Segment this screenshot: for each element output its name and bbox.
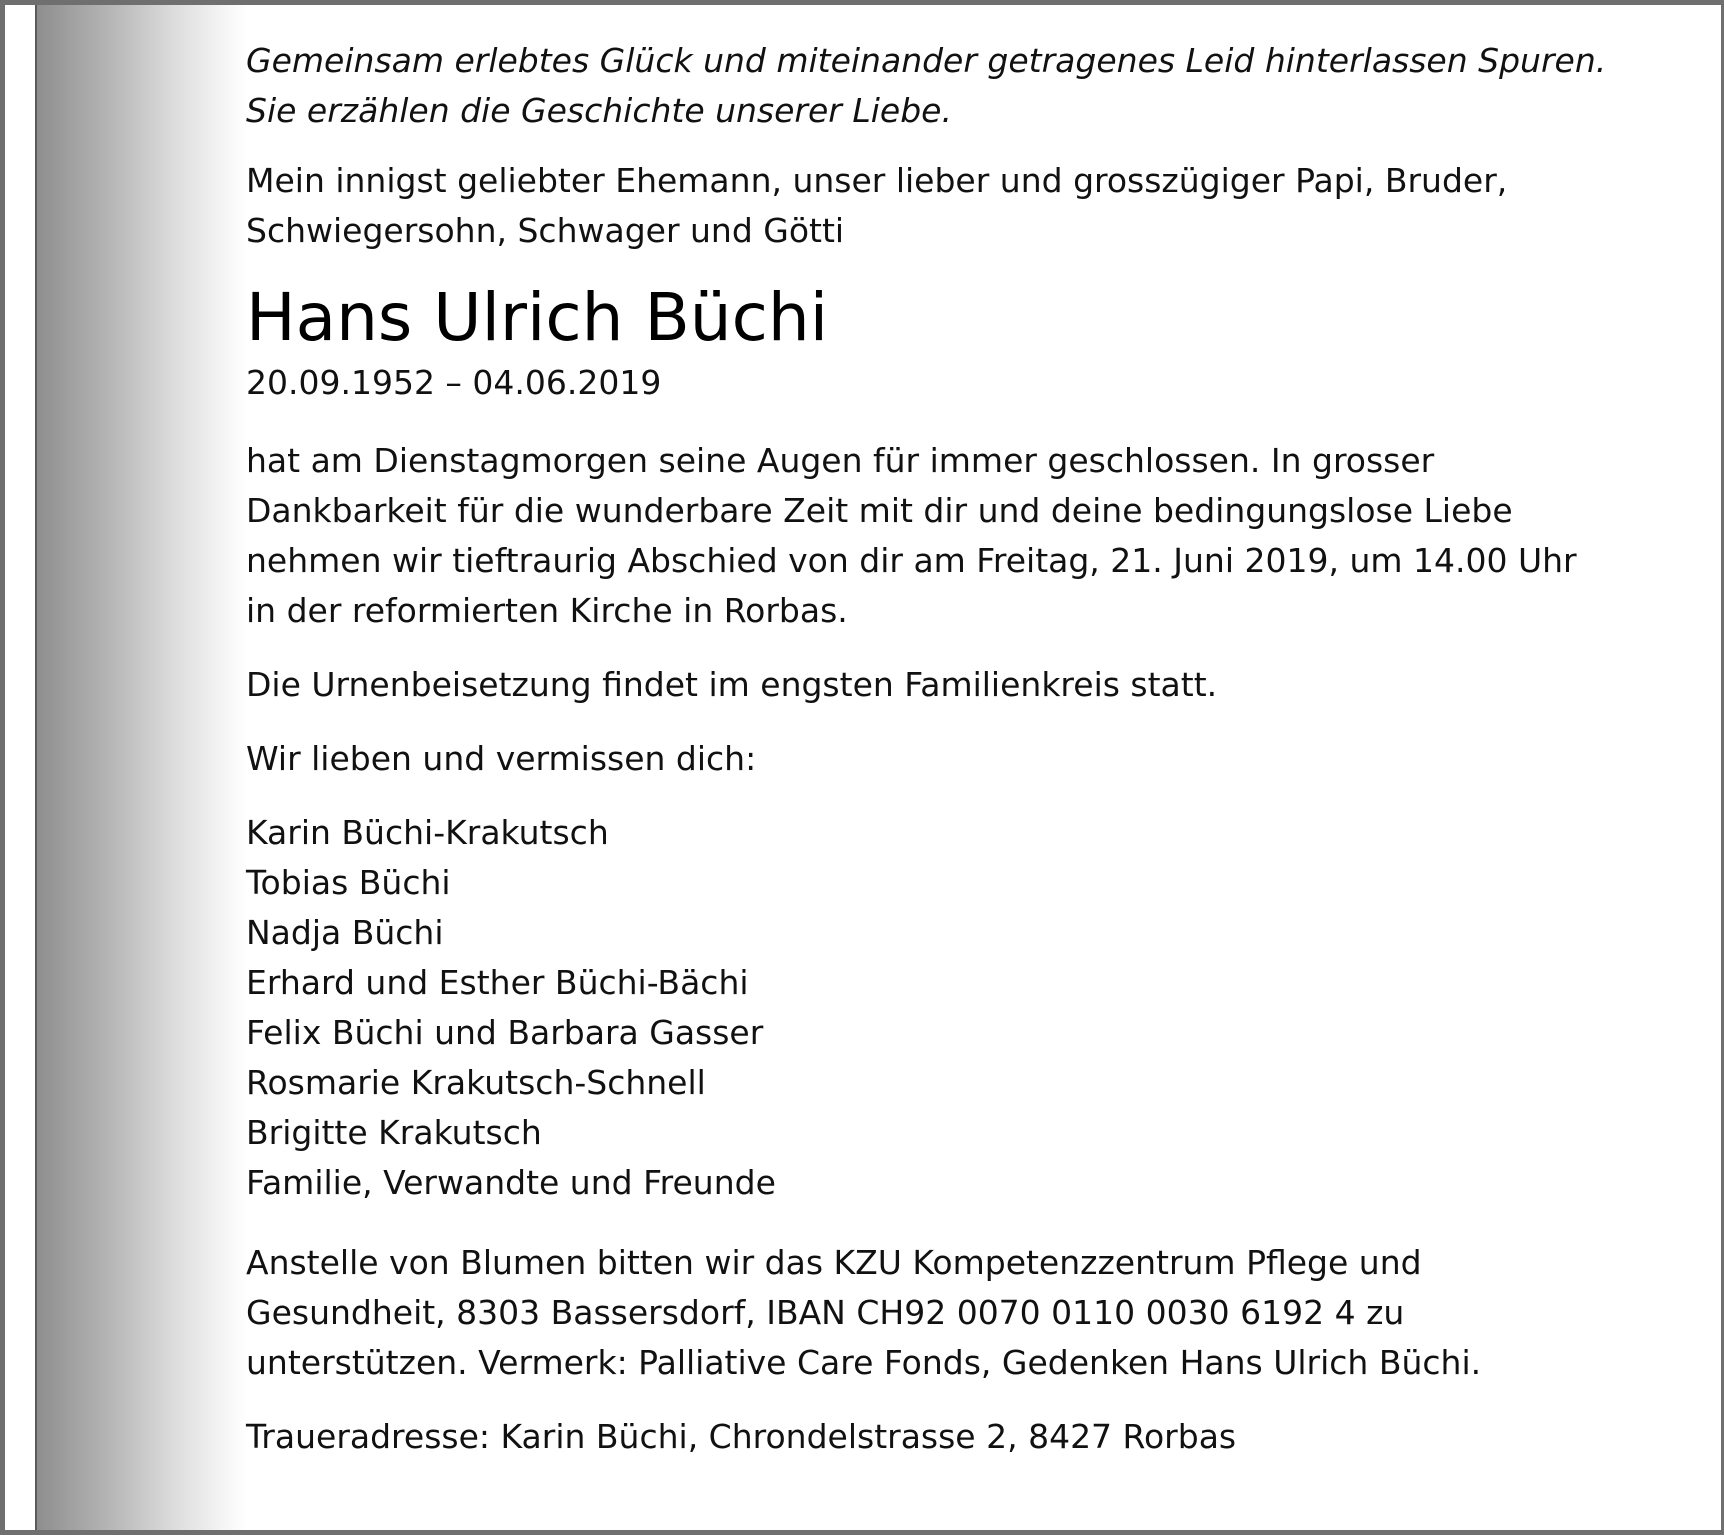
mourner-name: Nadja Büchi <box>246 913 444 952</box>
intro-line-1: Mein innigst geliebter Ehemann, unser lieber und grosszügiger Papi, Bruder, <box>246 161 1508 200</box>
intro-line-2: Schwiegersohn, Schwager und Götti <box>246 211 845 250</box>
mourner-name: Karin Büchi-Krakutsch <box>246 813 609 852</box>
announcement-line: Dankbarkeit für die wunderbare Zeit mit dir und deine bedingungslose Liebe <box>246 491 1513 530</box>
love-line: Wir lieben und vermissen dich: <box>246 739 757 778</box>
donation-line: Gesundheit, 8303 Bassersdorf, IBAN CH92 0070 0110 0030 6192 4 zu <box>246 1293 1405 1332</box>
mourner-name: Felix Büchi und Barbara Gasser <box>246 1013 764 1052</box>
urn-burial-note: Die Urnenbeisetzung findet im engsten Familienkreis statt. <box>246 665 1218 704</box>
motto-line-2: Sie erzählen die Geschichte unserer Liebe. <box>246 91 952 130</box>
life-dates: 20.09.1952 – 04.06.2019 <box>246 363 662 402</box>
left-gradient-border <box>37 5 247 1530</box>
donation-request <box>246 1238 1696 1388</box>
deceased-name: Hans Ulrich Büchi <box>246 279 829 356</box>
donation-line: unterstützen. Vermerk: Palliative Care Fonds, Gedenken Hans Ulrich Büchi. <box>246 1343 1482 1382</box>
mourners-list <box>246 808 1696 1208</box>
motto-quote <box>246 36 1696 136</box>
mourner-name: Rosmarie Krakutsch-Schnell <box>246 1063 706 1102</box>
intro-text <box>246 156 1696 256</box>
mourning-address: Traueradresse: Karin Büchi, Chrondelstrasse 2, 8427 Rorbas <box>246 1417 1237 1456</box>
announcement-line: hat am Dienstagmorgen seine Augen für immer geschlossen. In grosser <box>246 441 1435 480</box>
announcement-line: in der reformierten Kirche in Rorbas. <box>246 591 848 630</box>
mourner-name: Tobias Büchi <box>246 863 451 902</box>
announcement-line: nehmen wir tieftraurig Abschied von dir am Freitag, 21. Juni 2019, um 14.00 Uhr <box>246 541 1577 580</box>
obituary-content <box>246 36 1696 1462</box>
left-edge-strip <box>5 5 37 1530</box>
mourner-name: Erhard und Esther Büchi-Bächi <box>246 963 749 1002</box>
motto-line-1: Gemeinsam erlebtes Glück und miteinander getragenes Leid hinterlassen Spuren. <box>246 41 1607 80</box>
donation-line: Anstelle von Blumen bitten wir das KZU Kompetenzzentrum Pflege und <box>246 1243 1422 1282</box>
announcement-text <box>246 436 1696 636</box>
mourner-name: Brigitte Krakutsch <box>246 1113 542 1152</box>
mourner-name: Familie, Verwandte und Freunde <box>246 1163 776 1202</box>
